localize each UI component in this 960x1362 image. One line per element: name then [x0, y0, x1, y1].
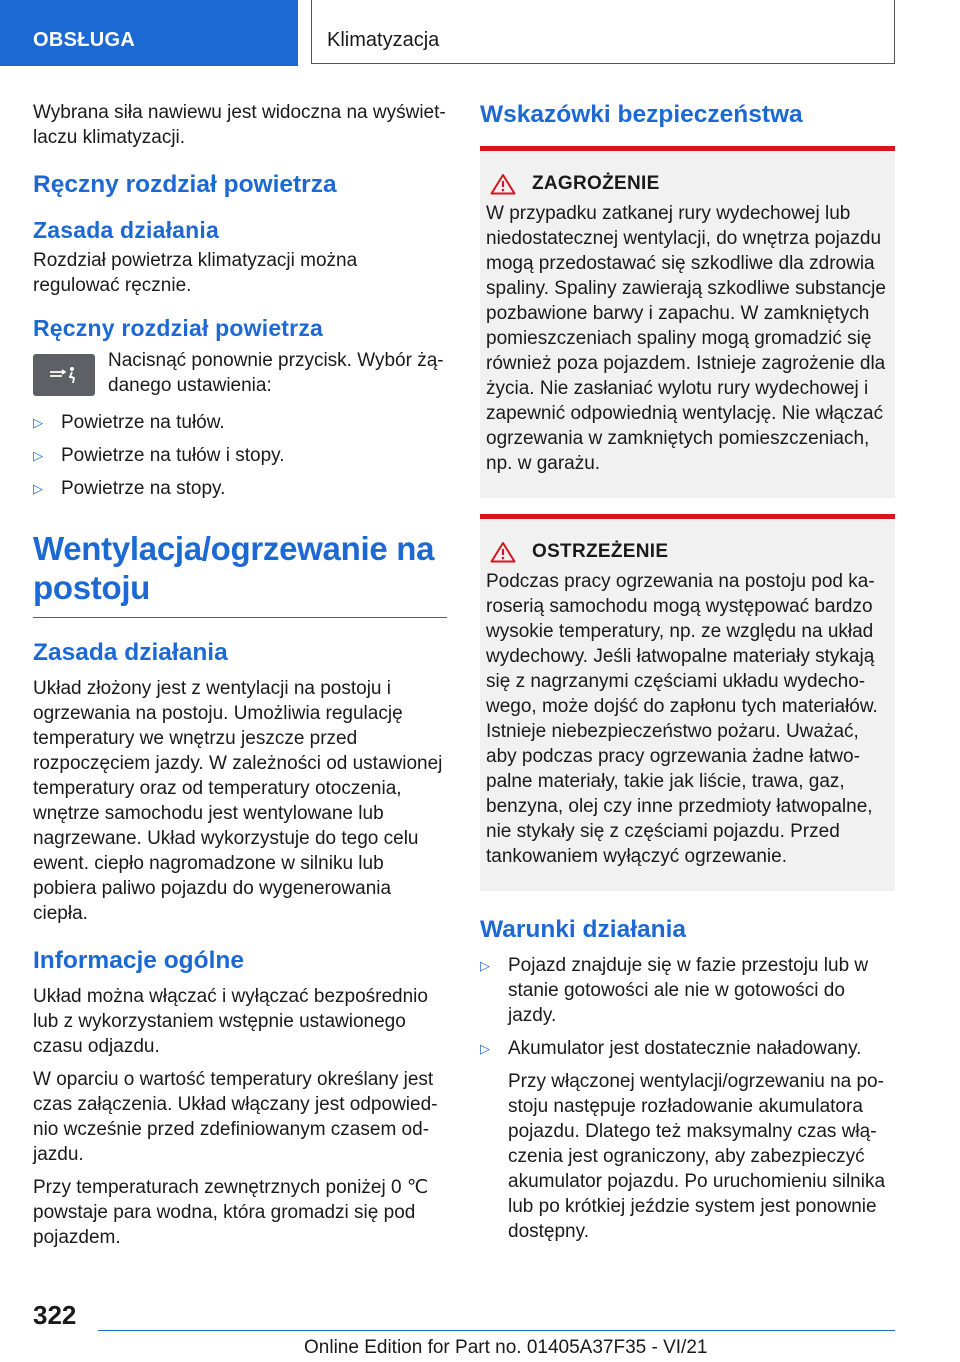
button-instruction-text: Nacisnąć ponownie przycisk. Wybór żądanego ustawienia:: [108, 350, 444, 396]
page-header: [0, 0, 960, 66]
triangle-bullet-icon: ▷: [480, 1041, 490, 1056]
danger-text: W przypadku zatkanej rury wydechowej lub niedostatecznej wentylacji, do wnętrza pojazdu mogą przedostawać się szkodliwe dla zdrowia spaliny. Spaliny zawierają szkodliwe substancje pozbawione barwy i zapachu. W zamkniętych pomieszczeniach spaliny mogą gromadzić się również poza pojazdem. Istnieje zagrożenie dla życia. Nie zasłaniać wylotu rury wydechowej i zapewnić odpowiednią wentylację. Nie włączać ogrzewania w zamkniętych pomieszczeniach, np. w garażu.: [486, 203, 886, 474]
left-column: [33, 100, 447, 1258]
page-number: 322: [33, 1300, 77, 1330]
warning-label: OSTRZEŻENIE: [532, 541, 669, 562]
list-item: ▷ Akumulator jest dostatecznie naładowany. Przy włączonej wentylacji/ogrzewaniu na postoju następuje rozładowanie akumulatora pojazdu. Dlatego też maksymalny czas włączenia jest ograniczony, aby zabezpieczyć akumulator pojazdu. Po uruchomieniu silnika lub po krótkiej jeździe system jest ponownie dostępny.: [480, 1036, 895, 1244]
warning-triangle-icon: [490, 173, 516, 195]
edition-text: Online Edition for Part no. 01405A37F35 - VI/21: [304, 1337, 708, 1358]
warning-triangle-icon: [490, 541, 516, 563]
list-item: ▷ Powietrze na tułów i stopy.: [33, 445, 285, 466]
heading-general-info: Informacje ogólne: [33, 947, 245, 974]
danger-header: [490, 173, 887, 195]
chapter-title: Klimatyzacja: [327, 29, 440, 51]
list-item: ▷ Powietrze na tułów.: [33, 412, 225, 433]
general-text-1: Układ można włączać i wyłączać bezpośrednio lub z wykorzystaniem wstępnie ustawionego czasu odjazdu.: [33, 986, 428, 1057]
right-column: [480, 100, 895, 1252]
warning-text: Podczas pracy ogrzewania na postoju pod karoserią samochodu mogą występować bardzo wysokie temperatury, np. ze względu na układ wydechowy. Jeśli łatwopalne materiały stykają się z nagrzanymi częściami układu wydechowego, może dojść do zapłonu tych materiałów. Istnieje niebezpieczeństwo pożaru. Uważać, aby podczas pracy ogrzewania żadne łatwopalne materiały, takie jak liście, trawa, gaz, benzyna, olej czy inne przedmioty łatwopalne, nie stykały się z częściami pojazdu. Przed tankowaniem wyłączyć ogrzewanie.: [486, 571, 878, 867]
air-distribution-button-icon: [33, 354, 95, 396]
heading-manual-distribution-sub: Ręczny rozdział powietrza: [33, 315, 324, 341]
conditions-list: [480, 953, 895, 1244]
list-item: ▷ Powietrze na stopy.: [33, 478, 226, 499]
triangle-bullet-icon: ▷: [480, 958, 490, 973]
button-instruction: [33, 348, 447, 398]
principle-2-text: Układ złożony jest z wentylacji na postoju i ogrzewania na postoju. Umożliwia regulację temperatury we wnętrzu jeszcze przed rozpoczęciem jazdy. W zależności od ustawionej temperatury oraz od temperatury otoczenia, wnętrze samochodu jest wentylowane lub nagrzewane. Układ wykorzystuje do tego celu ewent. ciepło nagromadzone w silniku lub pobiera paliwo pojazdu do wygenerowania ciepła.: [33, 678, 443, 924]
condition-detail: Przy włączonej wentylacji/ogrzewaniu na postoju następuje rozładowanie akumulatora pojazdu. Dlatego też maksymalny czas włączenia jest ograniczony, aby zabezpieczyć akumulator pojazdu. Po uruchomieniu silnika lub po krótkiej jeździe system jest ponownie dostępny.: [508, 1071, 886, 1242]
danger-label: ZAGROŻENIE: [532, 173, 660, 194]
triangle-bullet-icon: ▷: [33, 481, 43, 496]
triangle-bullet-icon: ▷: [33, 415, 43, 430]
chapter-title-box: [311, 0, 895, 64]
general-text-3: Przy temperaturach zewnętrznych poniżej 0 ℃ powstaje para wodna, która gromadzi się pod pojazdem.: [33, 1177, 429, 1248]
heading-principle: Zasada działania: [33, 217, 219, 243]
warning-header: [490, 541, 887, 563]
heading-safety: Wskazówki bezpieczeństwa: [480, 101, 803, 128]
principle-text: Rozdział powietrza klimatyzacji można regulować ręcznie.: [33, 250, 358, 296]
heading-principle-2: Zasada działania: [33, 639, 228, 666]
distribution-options: [33, 410, 447, 501]
intro-text: Wybrana siła nawiewu jest widoczna na wyświetlaczu klimatyzacji.: [33, 102, 446, 148]
heading-operating-conditions: Warunki działania: [480, 916, 687, 943]
footer-divider: [98, 1330, 895, 1331]
section-tab: [0, 0, 298, 66]
heading-manual-distribution: Ręczny rozdział powietrza: [33, 171, 337, 198]
danger-box: [480, 146, 895, 498]
warning-box: [480, 514, 895, 891]
section-label: OBSŁUGA: [33, 29, 136, 51]
general-text-2: W oparciu o wartość temperatury określany jest czas załączenia. Układ włączany jest odpowiednio wcześnie przed zdefiniowanym czasem odjazdu.: [33, 1069, 438, 1165]
triangle-bullet-icon: ▷: [33, 448, 43, 463]
heading-parking-ventilation: Wentylacja/ogrzewanie na postoju: [33, 529, 447, 618]
list-item: ▷ Pojazd znajduje się w fazie przestoju lub w stanie gotowości ale nie w gotowości do jazdy.: [480, 955, 869, 1026]
